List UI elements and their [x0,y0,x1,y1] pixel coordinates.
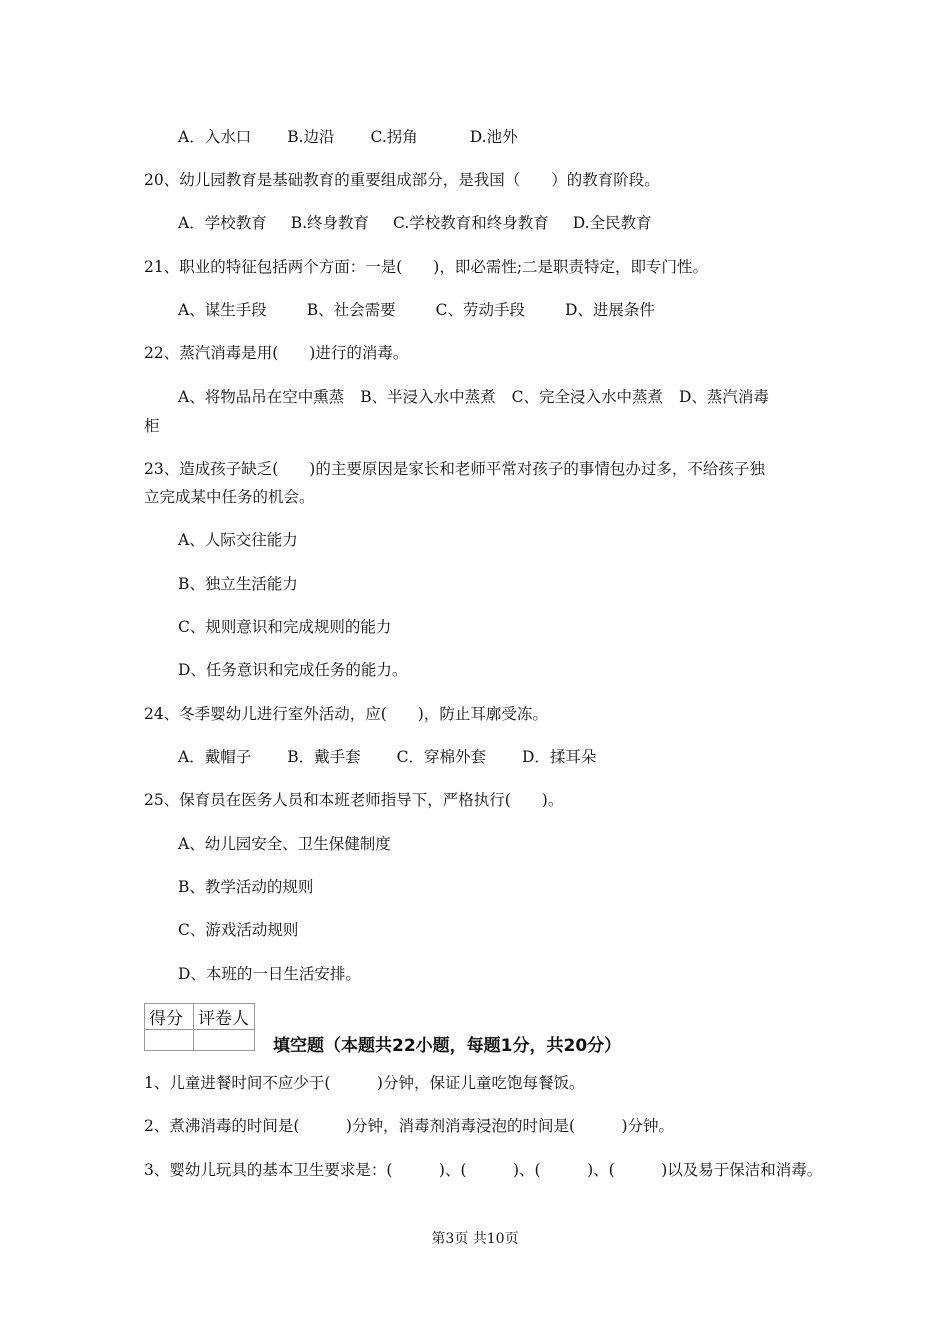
section-title: 填空题（本题共22小题，每题1分，共20分） [273,1036,622,1056]
q24-option-a: A．戴帽子 [178,748,252,766]
q25-option-a: A、幼儿园安全、卫生保健制度 [178,835,391,853]
q21-option-b: B、社会需要 [306,301,396,319]
q20-stem: 20、幼儿园教育是基础教育的重要组成部分，是我国（ ）的教育阶段。 [144,171,660,189]
q21-option-d: D、进展条件 [564,301,655,319]
q22-option-c: C、完全浸入水中蒸煮 [511,388,663,406]
q22-stem: 22、蒸汽消毒是用( )进行的消毒。 [144,344,409,362]
q23-option-b: B、独立生活能力 [178,575,298,593]
q23-option-d: D、任务意识和完成任务的能力。 [178,661,408,679]
fill-question-3: 3、婴幼儿玩具的基本卫生要求是：( )、( )、( )、( )以及易于保洁和消毒。 [144,1161,823,1179]
q24-stem: 24、冬季婴幼儿进行室外活动，应( )，防止耳廓受冻。 [144,705,548,723]
q22-option-d: D、蒸汽消毒 [678,388,769,406]
q20-options [178,213,652,233]
q23-option-a: A、人际交往能力 [178,531,298,549]
q20-option-a: A．学校教育 [178,214,267,232]
score-header: 得分 [145,1004,194,1030]
q20-option-d: D.全民教育 [572,214,652,232]
grader-cell [194,1030,255,1051]
q25-option-c: C、游戏活动规则 [178,921,299,939]
q21-option-a: A、谋生手段 [178,301,267,319]
q19-option-d: D.池外 [469,128,518,146]
q23-option-c: C、规则意识和完成规则的能力 [178,618,392,636]
q23-stem-line2: 立完成某中任务的机会。 [144,488,315,506]
q23-stem-line1: 23、造成孩子缺乏( )的主要原因是家长和老师平常对孩子的事情包办过多，不给孩子独 [144,460,765,478]
q20-option-c: C.学校教育和终身教育 [393,214,549,232]
q19-option-c: C.拐角 [370,128,418,146]
q19-option-a: A．入水口 [178,128,252,146]
q21-stem: 21、职业的特征包括两个方面：一是( )，即必需性;二是职责特定，即专门性。 [144,258,709,276]
page-footer: 第3页 共10页 [431,1231,519,1247]
q21-options [178,300,655,320]
q24-option-c: C．穿棉外套 [396,748,486,766]
grader-header: 评卷人 [194,1004,255,1030]
q24-option-d: D．揉耳朵 [521,748,597,766]
score-cell [145,1030,194,1051]
score-table [144,1003,255,1051]
q22-option-d-wrap: 柜 [144,417,160,435]
q24-option-b: B．戴手套 [287,748,361,766]
q22-options [178,387,769,407]
q22-option-b: B、半浸入水中蒸煮 [360,388,496,406]
q22-option-a: A、将物品吊在空中熏蒸 [178,388,345,406]
q25-stem: 25、保育员在医务人员和本班老师指导下，严格执行( )。 [144,791,564,809]
q25-option-b: B、教学活动的规则 [178,878,314,896]
q21-option-c: C、劳动手段 [435,301,525,319]
q20-option-b: B.终身教育 [290,214,370,232]
fill-question-1: 1、儿童进餐时间不应少于( )分钟，保证儿童吃饱每餐饭。 [144,1074,585,1092]
q25-option-d: D、本班的一日生活安排。 [178,965,361,983]
fill-question-2: 2、煮沸消毒的时间是( )分钟，消毒剂消毒浸泡的时间是( )分钟。 [144,1117,675,1135]
q19-option-b: B.边沿 [287,128,335,146]
q24-options [178,747,596,767]
q19-options [178,127,518,147]
